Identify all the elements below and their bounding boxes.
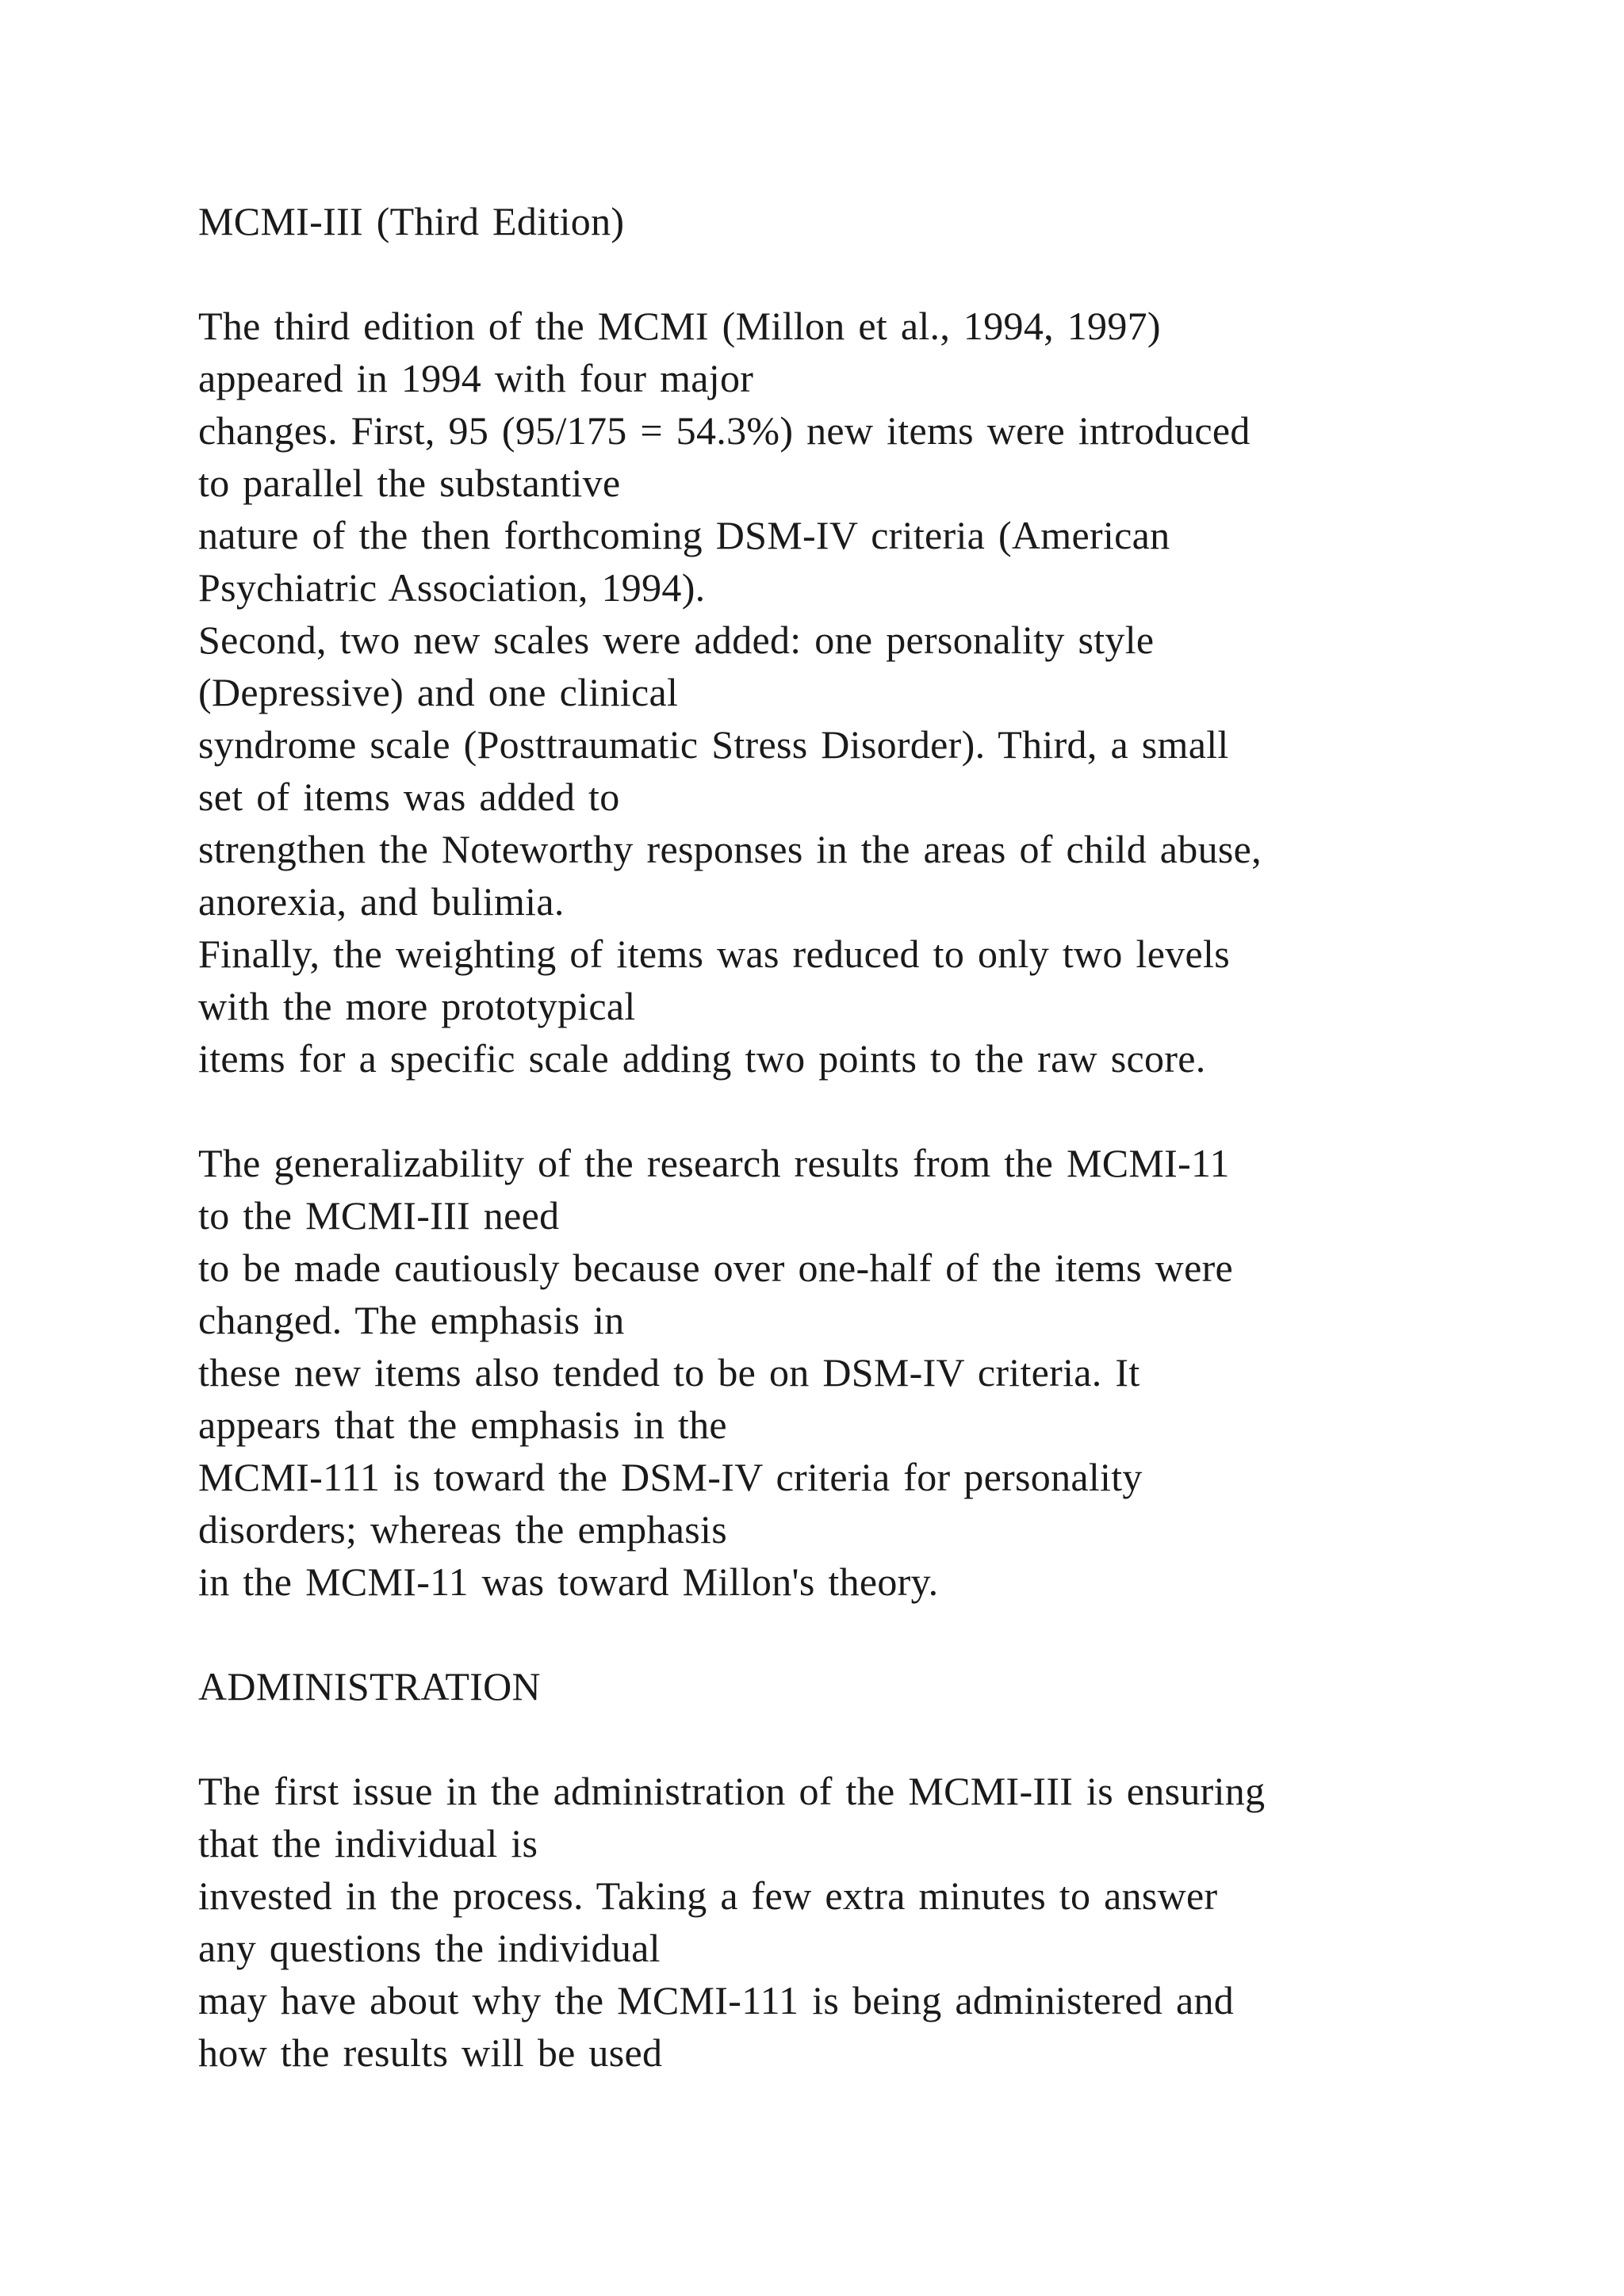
paragraph-line: appeared in 1994 with four major <box>198 356 754 400</box>
paragraph-line: these new items also tended to be on DSM-IV criteria. It <box>198 1350 1140 1395</box>
paragraph-line: changed. The emphasis in <box>198 1298 625 1342</box>
spacer <box>198 1608 1546 1660</box>
paragraph-line: may have about why the MCMI-111 is being administered and <box>198 1978 1235 2022</box>
paragraph-line: in the MCMI-11 was toward Millon's theory. <box>198 1559 939 1604</box>
paragraph-line: any questions the individual <box>198 1926 661 1970</box>
paragraph-line: disorders; whereas the emphasis <box>198 1507 727 1552</box>
paragraph-line: invested in the process. Taking a few extra minutes to answer <box>198 1873 1218 1918</box>
spacer <box>198 1712 1546 1765</box>
paragraph-line: Second, two new scales were added: one personality style <box>198 618 1155 662</box>
spacer <box>198 1085 1546 1137</box>
paragraph-line: The first issue in the administration of the MCMI-III is ensuring <box>198 1769 1266 1813</box>
paragraph-line: The generalizability of the research results from the MCMI-11 <box>198 1141 1230 1185</box>
paragraph-line: nature of the then forthcoming DSM-IV criteria (American <box>198 513 1170 557</box>
paragraph-line: strengthen the Noteworthy responses in the areas of child abuse, <box>198 827 1262 871</box>
paragraph-line: to be made cautiously because over one-half of the items were <box>198 1246 1234 1290</box>
paragraph-line: syndrome scale (Posttraumatic Stress Disorder). Third, a small <box>198 722 1229 767</box>
paragraph-line: to parallel the substantive <box>198 461 621 505</box>
paragraph-line: changes. First, 95 (95/175 = 54.3%) new items were introduced <box>198 408 1251 453</box>
document-heading: MCMI-III (Third Edition) <box>198 199 625 243</box>
paragraph-line: Psychiatric Association, 1994). <box>198 565 706 610</box>
paragraph-line: that the individual is <box>198 1821 538 1866</box>
paragraph-line: to the MCMI-III need <box>198 1193 560 1238</box>
paragraph-line: (Depressive) and one clinical <box>198 670 679 714</box>
paragraph-line: MCMI-111 is toward the DSM-IV criteria for personality <box>198 1455 1143 1499</box>
paragraph-line: Finally, the weighting of items was reduced to only two levels <box>198 932 1230 976</box>
paragraph-line: how the results will be used <box>198 2030 663 2075</box>
section-heading: ADMINISTRATION <box>198 1664 541 1709</box>
paragraph-line: items for a specific scale adding two points to the raw score. <box>198 1036 1206 1081</box>
document-page <box>198 195 1546 2079</box>
paragraph-2 <box>198 1137 1546 1608</box>
paragraph-line: with the more prototypical <box>198 984 636 1028</box>
paragraph-line: The third edition of the MCMI (Millon et al., 1994, 1997) <box>198 304 1161 348</box>
spacer <box>198 247 1546 300</box>
paragraph-line: appears that the emphasis in the <box>198 1402 727 1447</box>
paragraph-line: anorexia, and bulimia. <box>198 879 565 924</box>
paragraph-line: set of items was added to <box>198 775 620 819</box>
paragraph-3 <box>198 1765 1546 2079</box>
paragraph-1 <box>198 300 1546 1085</box>
